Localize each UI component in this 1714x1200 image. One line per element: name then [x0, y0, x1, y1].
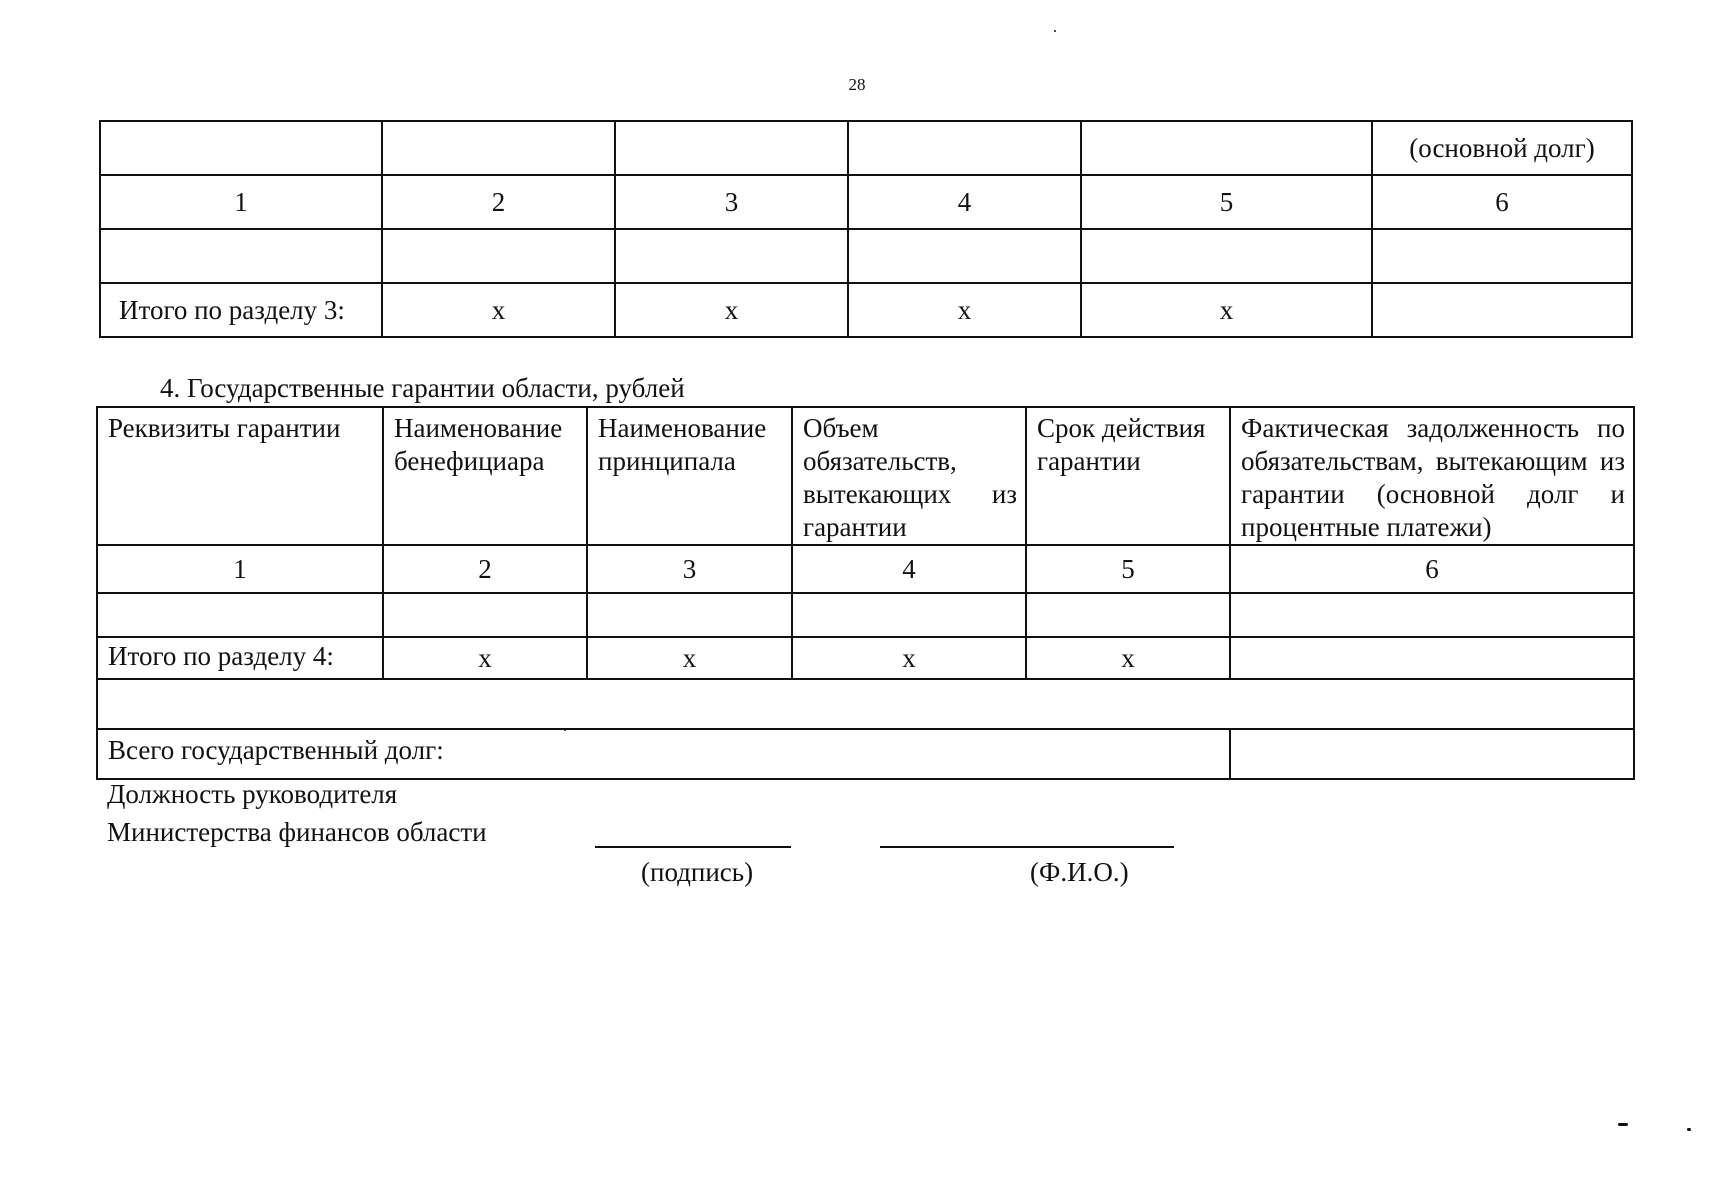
table-row — [100, 229, 1632, 283]
table-cell — [100, 121, 382, 175]
table-row — [100, 121, 1632, 175]
column-number: 6 — [1372, 175, 1632, 229]
column-header-actual-debt: Фактическая задолженность по обязательствам, вытекающим из гарантии (основной долг и процентные платежи) — [1230, 407, 1634, 545]
signature-caption: (подпись) — [641, 857, 754, 887]
table-row — [97, 593, 1634, 637]
column-number: 2 — [382, 175, 615, 229]
section4-total-value — [1230, 637, 1634, 679]
x-mark: x — [1026, 637, 1230, 679]
table-cell — [848, 229, 1081, 283]
header-row — [97, 407, 1634, 545]
column-number: 2 — [383, 545, 587, 593]
table-cell — [100, 229, 382, 283]
table-cell — [792, 593, 1026, 637]
table-cell — [615, 229, 848, 283]
table-cell — [383, 593, 587, 637]
table-cell — [587, 593, 792, 637]
column-number: 4 — [848, 175, 1081, 229]
scan-speck — [1687, 1128, 1691, 1131]
x-mark: x — [615, 283, 848, 337]
name-line — [880, 846, 1174, 848]
section4-total-label: Итого по разделу 4: — [97, 637, 383, 679]
column-number: 3 — [587, 545, 792, 593]
x-mark: x — [383, 637, 587, 679]
column-header-obligation-volume: Объем обязательств, вытекающих из гарантии — [792, 407, 1026, 545]
table-cell — [1372, 229, 1632, 283]
column-number: 1 — [100, 175, 382, 229]
x-mark: x — [1081, 283, 1372, 337]
table-row — [97, 679, 1634, 729]
x-mark: x — [848, 283, 1081, 337]
grand-total-row — [97, 729, 1634, 779]
column-header-principal-debt: (основной долг) — [1372, 121, 1632, 175]
grand-total-value — [1230, 729, 1634, 779]
table-cell — [1081, 121, 1372, 175]
scan-speck — [564, 729, 566, 731]
column-header-beneficiary: Наименование бенефициара — [383, 407, 587, 545]
name-caption: (Ф.И.О.) — [1030, 857, 1129, 887]
empty-row — [97, 679, 1634, 729]
scan-speck — [1054, 30, 1056, 32]
table-cell — [1026, 593, 1230, 637]
column-header-principal: Наименование принципала — [587, 407, 792, 545]
table-cell — [97, 593, 383, 637]
x-mark: x — [382, 283, 615, 337]
x-mark: x — [587, 637, 792, 679]
position-line-2: Министерства финансов области — [107, 817, 487, 847]
scan-speck — [1618, 1123, 1628, 1126]
column-number: 4 — [792, 545, 1026, 593]
table-cell — [1230, 593, 1634, 637]
total-row — [100, 283, 1632, 337]
grand-total-label: Всего государственный долг: — [97, 729, 1230, 779]
column-number: 3 — [615, 175, 848, 229]
section3-total-label: Итого по разделу 3: — [100, 283, 382, 337]
table-cell — [848, 121, 1081, 175]
section4-title: 4. Государственные гарантии области, рублей — [160, 373, 685, 403]
page-number: 28 — [848, 75, 866, 94]
total-row — [97, 637, 1634, 679]
column-header-guarantee-details: Реквизиты гарантии — [97, 407, 383, 545]
column-number: 5 — [1081, 175, 1372, 229]
column-number: 6 — [1230, 545, 1634, 593]
column-number: 5 — [1026, 545, 1230, 593]
table-row — [97, 545, 1634, 593]
table-cell — [615, 121, 848, 175]
section3-table — [99, 120, 1633, 338]
column-number: 1 — [97, 545, 383, 593]
x-mark: x — [792, 637, 1026, 679]
table-row — [100, 175, 1632, 229]
column-header-guarantee-term: Срок действия гарантии — [1026, 407, 1230, 545]
section3-total-value — [1372, 283, 1632, 337]
table-cell — [382, 121, 615, 175]
table-cell — [1081, 229, 1372, 283]
position-line-1: Должность руководителя — [107, 779, 398, 809]
section4-table — [96, 406, 1635, 780]
table-cell — [382, 229, 615, 283]
signature-line — [595, 846, 791, 848]
